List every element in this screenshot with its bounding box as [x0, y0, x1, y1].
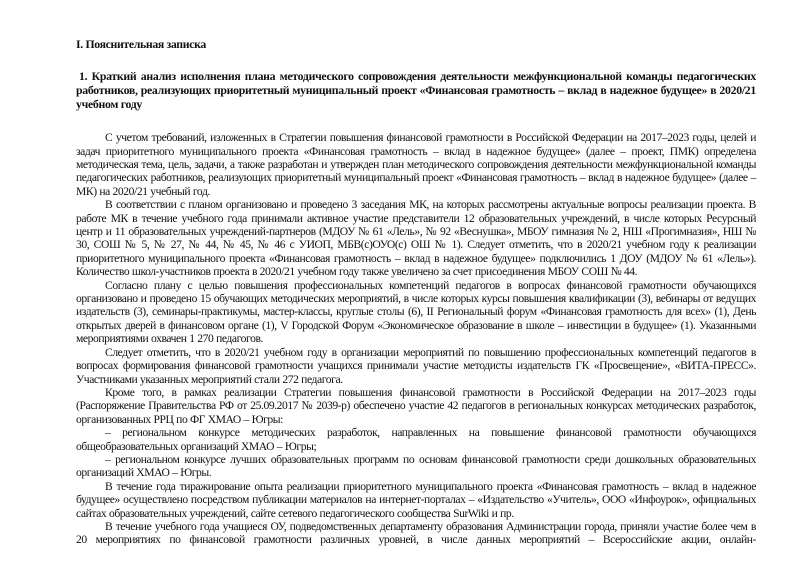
document-page [76, 38, 756, 547]
paragraph-student-participation: В течение учебного года учащиеся ОУ, подведомственных департаменту образования Администрации города, приняли участие более чем в 20 мероприятиях по финансовой грамотности различных уровней, в числе данных мероприятий – Всероссийские акции, онлайн- [76, 519, 756, 547]
list-item-contest-methodical: – региональном конкурсе методических разработок, направленных на повышение финансовой грамотности обучающихся общеобразовательных организаций ХМАО – Югры; [76, 426, 756, 453]
paragraph-strategy: С учетом требований, изложенных в Стратегии повышения финансовой грамотности в Российской Федерации на 2017–2023 годы, целей и задач приоритетного муниципального проекта «Финансовая грамотность – вклад в надежное будущее» (далее – проект, ПМК) определена методическая тема, цель, задачи, а также разработан и утвержден план методического сопровождения деятельности межфункциональной команды педагогических работников, реализующих приоритетный муниципальный проект «Финансовая грамотность – вклад в надежное будущее» (далее – МК) на 2020/21 учебный год. [76, 131, 756, 198]
subsection-title: 1. Краткий анализ исполнения плана методического сопровождения деятельности межфункциональной команды педагогических работников, реализующих приоритетный муниципальный проект «Финансовая грамотность – вклад в надежное будущее» в 2020/21 учебном году [76, 69, 756, 111]
paragraph-regional-contests: Кроме того, в рамках реализации Стратегии повышения финансовой грамотности в Российской Федерации на 2017–2023 годы (Распоряжение Правительства РФ от 25.09.2017 № 2039-р) обеспечено участие 42 педагогов в региональных конкурсах методических разработок, организованных РРЦ по ФГ ХМАО – Югры: [76, 385, 756, 426]
section-title: I. Пояснительная записка [76, 37, 206, 51]
paragraph-mk-meetings: В соответствии с планом организовано и проведено 3 заседания МК, на которых рассмотрены актуальные вопросы реализации проекта. В работе МК в течение учебного года принимали активное участие представители 12 образовательных учреждений, в числе которых Ресурсный центр и 11 образовательных учреждений-партнеров (МДОУ № 61 «Лель», № 92 «Веснушка», МБОУ гимназия № 2, НШ «Прогимназия», НШ № 30, СОШ № 5, № 27, № 44, № 45, № 46 с УИОП, МБВ(с)ОУО(с) ОШ № 1). Следует отметить, что в 2020/21 учебном году к реализации приоритетного муниципального проекта «Финансовая грамотность – вклад в надежное будущее» подключились 1 ДОУ (МДОУ № 61 «Лель»). Количество школ-участников проекта в 2020/21 учебном году также увеличено за счет присоединения МБОУ СОШ № 44. [76, 198, 756, 279]
paragraph-publishers: Следует отметить, что в 2020/21 учебном году в организации мероприятий по повышению профессиональных компетенций педагогов в вопросах формирования финансовой грамотности учащихся принимали участие методисты издательств ГК «Просвещение», «ВИТА-ПРЕСС». Участниками указанных мероприятий стали 272 педагога. [76, 345, 756, 386]
list-item-contest-preschool: – региональном конкурсе лучших образовательных программ по основам финансовой грамотности среди дошкольных образовательных организаций ХМАО – Югры. [76, 452, 756, 480]
paragraph-training-events: Согласно плану с целью повышения профессиональных компетенций педагогов в вопросах финансовой грамотности обучающихся организовано и проведено 15 обучающих методических мероприятий, в числе которых курсы повышения квалификации (3), вебинары от ведущих издательств (3), семинары-практикумы, мастер-классы, круглые столы (6), II Региональный форум «Финансовая грамотность для всех» (1), День открытых дверей в финансовом органе (1), V Городской Форум «Экономическое образование в школе – инвестиции в будущее» (1). Указанными мероприятиями охвачен 1 270 педагогов. [76, 278, 756, 346]
paragraph-experience-sharing: В течение года тиражирование опыта реализации приоритетного муниципального проекта «Финансовая грамотность – вклад в надежное будущее» осуществлено посредством публикации материалов на интернет-порталах – «Издательство «Учитель», ООО «Инфоурок», официальных сайтах образовательных учреждений, сайте сетевого педагогического сообщества SurWiki и пр. [76, 479, 756, 520]
